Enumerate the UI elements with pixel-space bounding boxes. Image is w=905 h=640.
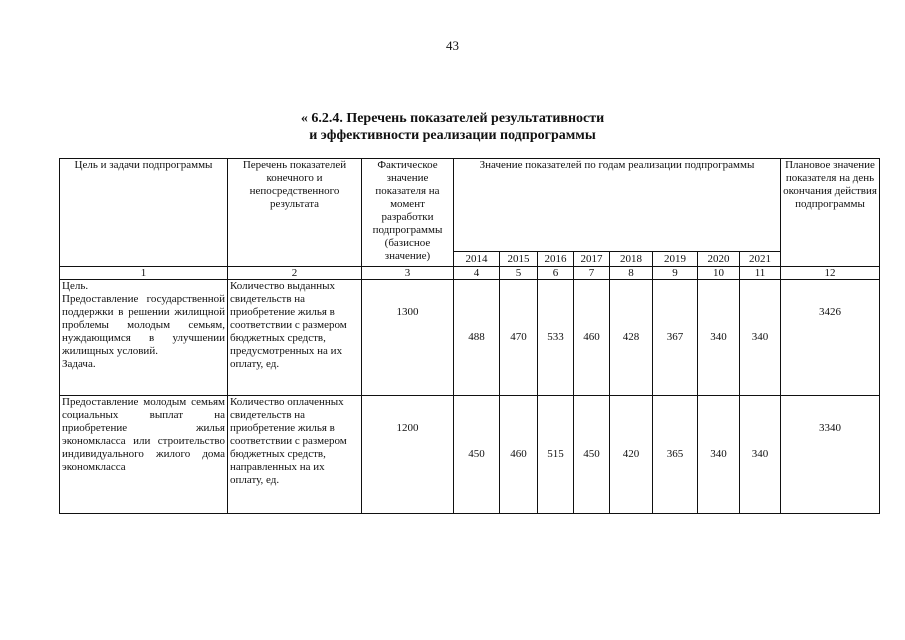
- column-number: 4: [454, 267, 500, 280]
- year-value-cell: 488: [454, 280, 500, 396]
- column-number: 8: [610, 267, 653, 280]
- goal-cell: [60, 396, 228, 514]
- column-number: 11: [740, 267, 781, 280]
- year-value-cell: 470: [500, 280, 538, 396]
- column-number: 5: [500, 267, 538, 280]
- goal-line: Цель.: [62, 280, 89, 292]
- document-title: [0, 110, 905, 144]
- column-number: 9: [653, 267, 698, 280]
- year-value-cell: 460: [574, 280, 610, 396]
- year-value-cell: 428: [610, 280, 653, 396]
- year-value-cell: 365: [653, 396, 698, 514]
- indicator-cell: Количество оплаченных свидетельств на приобретение жилья в соответствии с размером бюджетных средств, направленных на их оплату, ед.: [228, 396, 362, 514]
- column-number: 12: [781, 267, 880, 280]
- year-value-cell: 460: [500, 396, 538, 514]
- column-number: 2: [228, 267, 362, 280]
- year-value-cell: 340: [698, 280, 740, 396]
- indicator-cell: Количество выданных свидетельств на приобретение жилья в соответствии с размером бюджетных средств, предусмотренных на их оплату, ед.: [228, 280, 362, 396]
- column-number: 1: [60, 267, 228, 280]
- header-baseline: Фактическое значение показателя на момент разработки подпрограммы (базисное значение): [362, 159, 454, 267]
- column-number: 3: [362, 267, 454, 280]
- page-number: 43: [446, 38, 459, 53]
- header-year: 2015: [500, 252, 538, 267]
- column-number: 6: [538, 267, 574, 280]
- header-goal: Цель и задачи подпрограммы: [60, 159, 228, 267]
- year-value-cell: 367: [653, 280, 698, 396]
- column-number: 7: [574, 267, 610, 280]
- year-value-cell: 533: [538, 280, 574, 396]
- goal-cell: [60, 280, 228, 396]
- title-line-1: « 6.2.4. Перечень показателей результативности: [300, 111, 605, 126]
- column-number-row: [60, 267, 880, 280]
- column-number: 10: [698, 267, 740, 280]
- planned-cell: 3340: [781, 396, 880, 514]
- indicators-table: [59, 158, 880, 514]
- header-years-group: Значение показателей по годам реализации подпрограммы: [454, 159, 781, 252]
- year-value-cell: 450: [574, 396, 610, 514]
- header-planned: Плановое значение показателя на день окончания действия подпрограммы: [781, 159, 880, 267]
- header-year: 2016: [538, 252, 574, 267]
- baseline-cell: 1300: [362, 280, 454, 396]
- table-row: [60, 396, 880, 514]
- header-indicators: Перечень показателей конечного и непосредственного результата: [228, 159, 362, 267]
- goal-line: Предоставление государственной поддержки в решении жилищной проблемы молодым семьям, нуждающимся в улучшении жилищных условий.: [62, 293, 225, 357]
- year-value-cell: 515: [538, 396, 574, 514]
- year-value-cell: 340: [740, 280, 781, 396]
- year-value-cell: 420: [610, 396, 653, 514]
- planned-cell: 3426: [781, 280, 880, 396]
- goal-line: Предоставление молодым семьям социальных выплат на приобретение жилья экономкласса или строительство индивидуального жилого дома экономкласса: [62, 396, 225, 473]
- header-year: 2019: [653, 252, 698, 267]
- table-row: [60, 280, 880, 396]
- year-value-cell: 450: [454, 396, 500, 514]
- header-year: 2018: [610, 252, 653, 267]
- title-line-2: и эффективности реализации подпрограммы: [309, 128, 596, 143]
- goal-line: Задача.: [62, 358, 96, 370]
- year-value-cell: 340: [698, 396, 740, 514]
- header-row-main: [60, 159, 880, 252]
- header-year: 2014: [454, 252, 500, 267]
- header-year: 2021: [740, 252, 781, 267]
- baseline-cell: 1200: [362, 396, 454, 514]
- header-year: 2017: [574, 252, 610, 267]
- header-year: 2020: [698, 252, 740, 267]
- year-value-cell: 340: [740, 396, 781, 514]
